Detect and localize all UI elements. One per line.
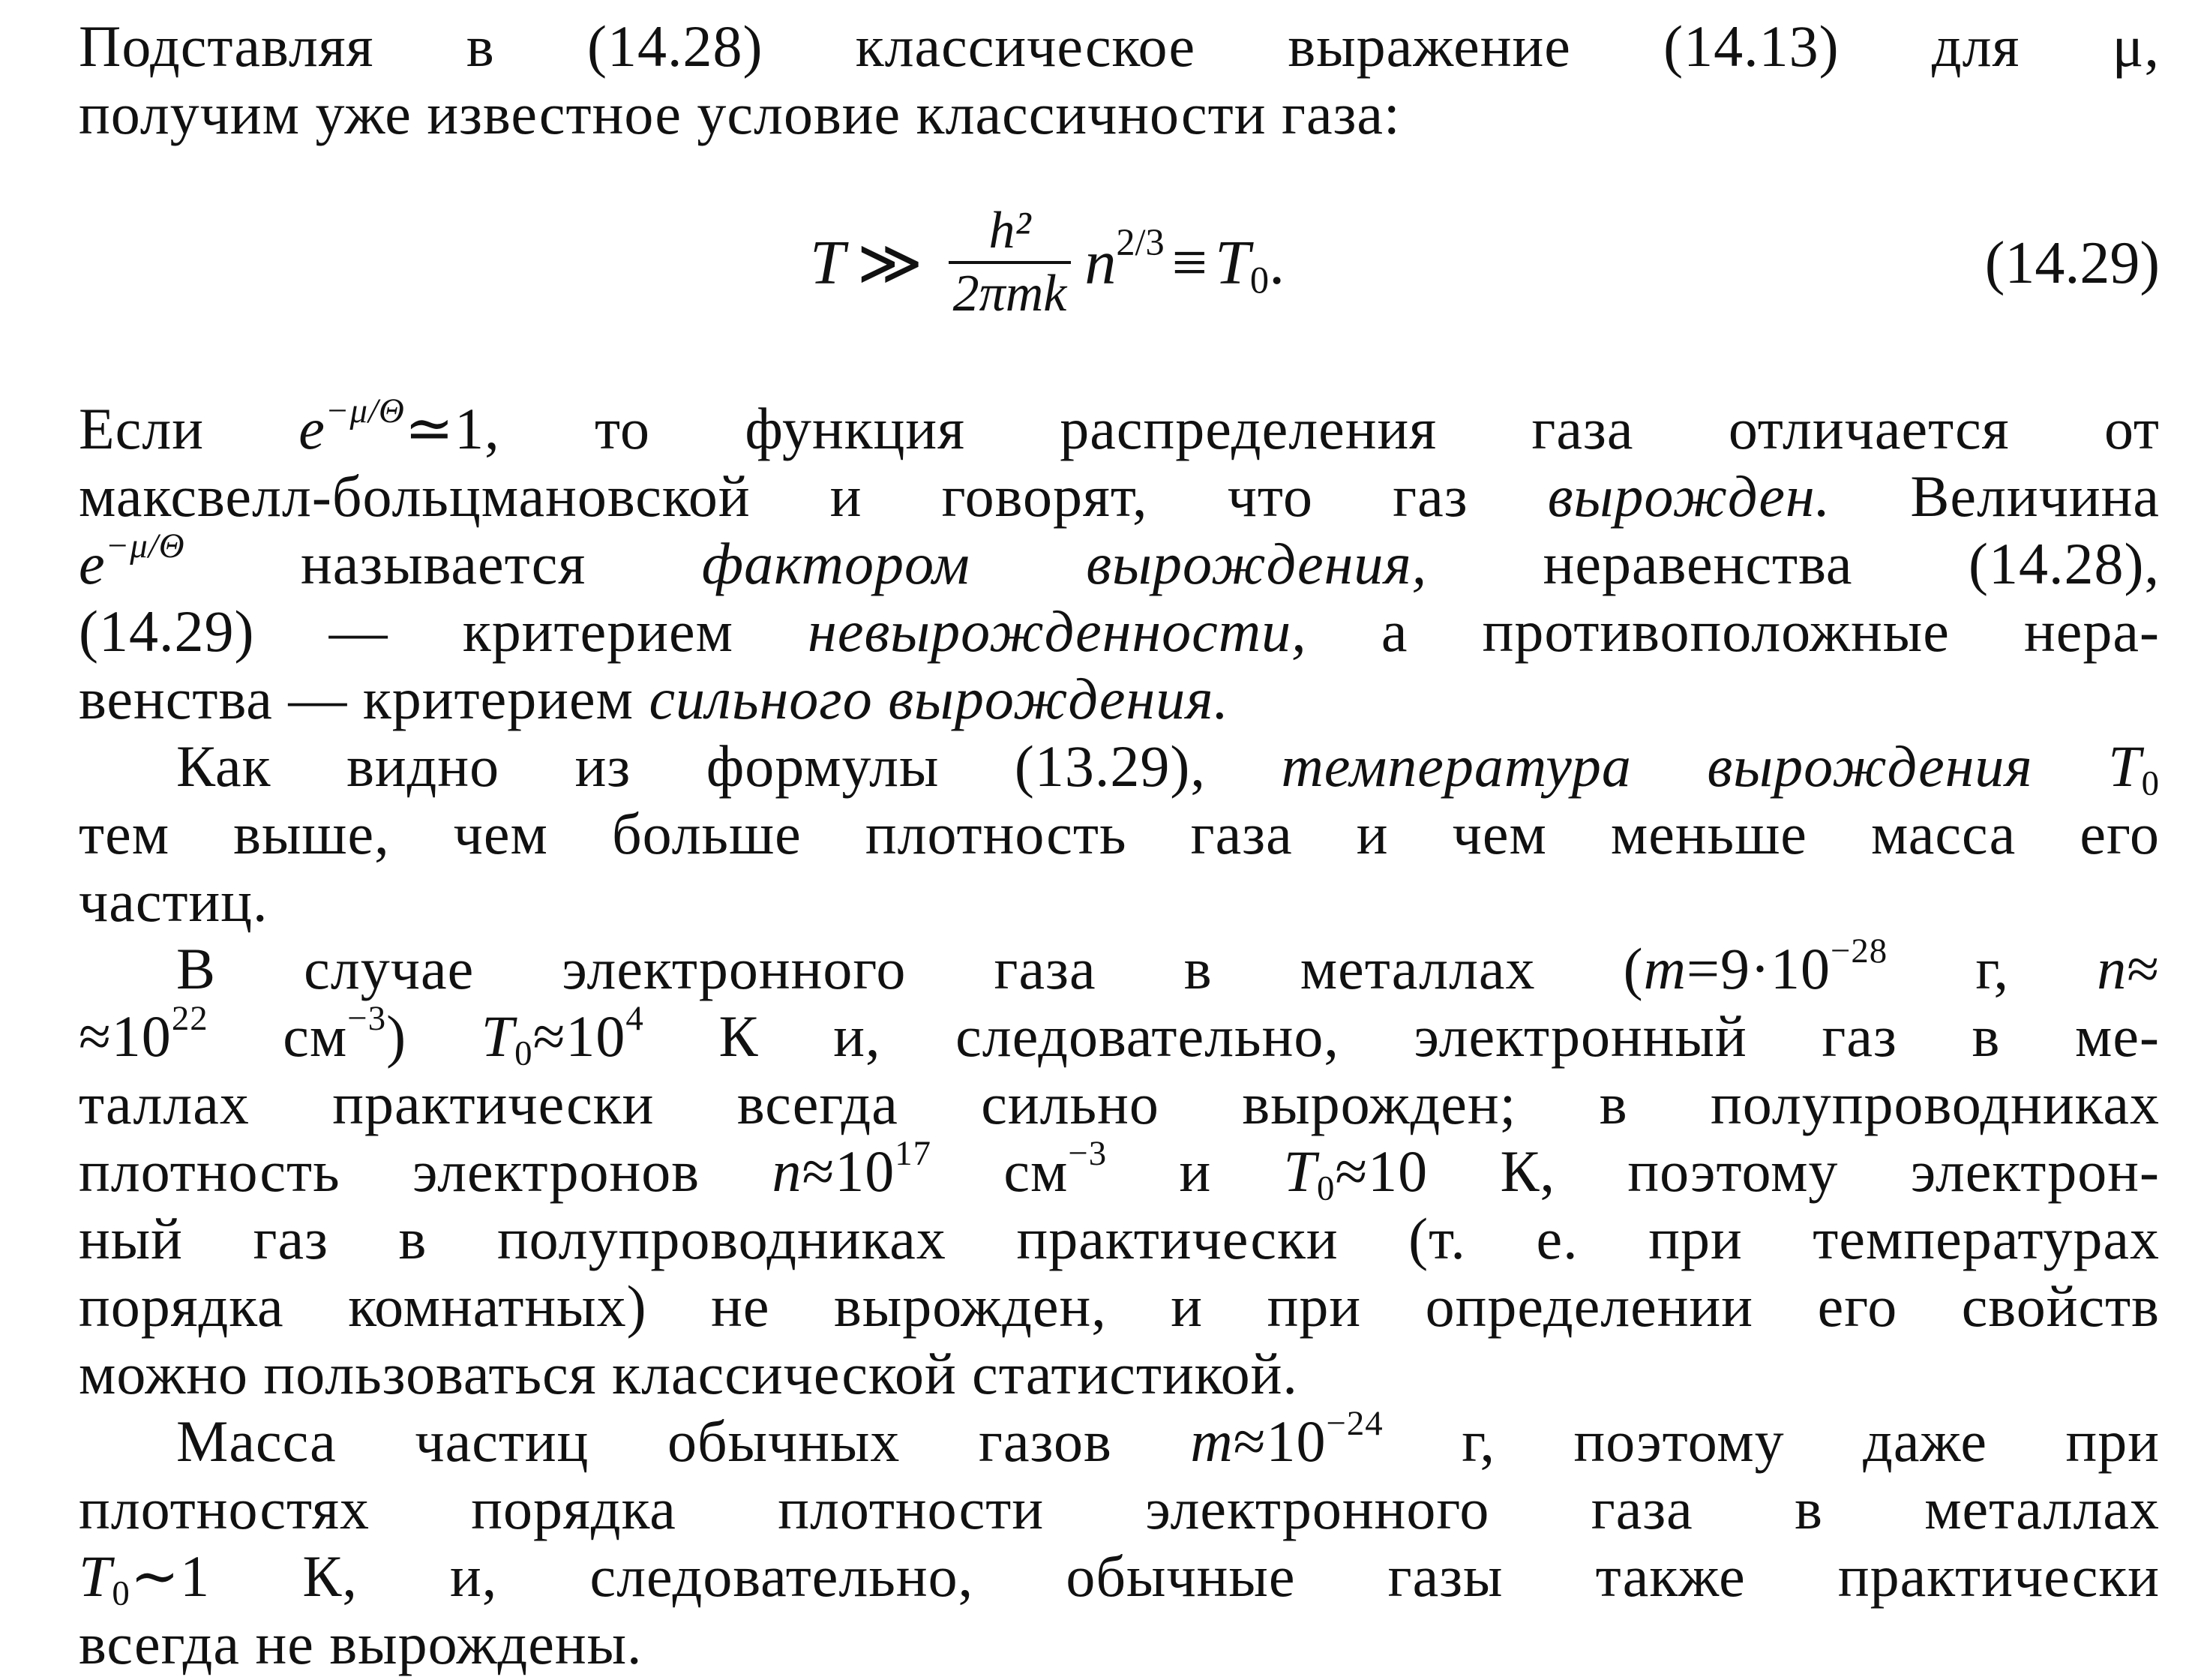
- text-span: m: [1643, 936, 1687, 1001]
- text-line: [79, 81, 2160, 147]
- text-span: [106, 526, 185, 566]
- text-span: невырожденности,: [808, 598, 1307, 664]
- text-span: Величина: [1831, 464, 2161, 529]
- text-span: см: [208, 1004, 348, 1069]
- text-span: и: [1107, 1138, 1284, 1204]
- factor-exponent: 2/3: [1116, 220, 1165, 263]
- text-line: [79, 464, 2160, 530]
- text-line: [79, 1476, 2160, 1542]
- text-span: сильного вырождения.: [649, 666, 1229, 731]
- text-line: [176, 1403, 2160, 1474]
- text-span: плотностях порядка плотности электронного газа в металлах: [79, 1476, 2160, 1541]
- rhs-base: T: [1215, 227, 1250, 298]
- text-span: г,: [1888, 936, 2098, 1001]
- equation-fraction: [949, 201, 1072, 324]
- equation-period: .: [1269, 227, 1285, 298]
- text-span: порядка комнатных) не вырожден, и при определении его свойств: [79, 1274, 2160, 1339]
- text-span: называется: [184, 531, 702, 596]
- text-span: ≈: [2127, 936, 2160, 1001]
- text-span: T: [79, 1544, 112, 1609]
- text-span: e: [79, 531, 106, 596]
- text-span: −28: [1830, 931, 1888, 970]
- text-line: [79, 1274, 2160, 1340]
- text-line: [79, 1133, 2160, 1208]
- text-span: Подставляя в (14.28) классическое выражение (14.13) для μ,: [79, 14, 2160, 79]
- equation-relation: ≫: [856, 228, 923, 298]
- text-span: m: [1190, 1408, 1234, 1474]
- text-line: [79, 1071, 2160, 1137]
- text-line: [79, 998, 2161, 1073]
- equation-factor: [1084, 220, 1165, 299]
- text-line: [79, 666, 2160, 732]
- text-span: 0: [514, 1034, 533, 1073]
- text-span: T: [1283, 1138, 1317, 1204]
- text-span: таллах практически всегда сильно вырожден; в полупроводниках: [79, 1071, 2160, 1136]
- text-span: −3: [1068, 1133, 1108, 1173]
- text-span: ≈10 К, поэтому электрон-: [1335, 1138, 2160, 1204]
- text-span: ≈10: [79, 1004, 172, 1069]
- text-span: можно пользоваться классической статистикой.: [79, 1341, 1298, 1406]
- text-span: n: [772, 1138, 802, 1204]
- text-line: [79, 526, 2161, 597]
- text-span: n: [2097, 936, 2128, 1001]
- fraction-numerator: h²: [988, 202, 1031, 260]
- text-span: ≈10: [1233, 1408, 1327, 1474]
- text-line: [79, 598, 2160, 664]
- text-span: тем выше, чем больше плотность газа и чем меньше масса его: [79, 801, 2160, 866]
- text-span: T: [481, 1004, 515, 1069]
- text-span: −μ/Θ: [105, 526, 185, 566]
- text-span: максвелл-больцмановской и говорят, что газ: [79, 464, 1548, 529]
- text-line: [176, 931, 2160, 1002]
- rhs-subscript: 0: [1249, 259, 1270, 302]
- text-line: [79, 14, 2160, 80]
- text-span: фактором вырождения,: [701, 531, 1428, 596]
- text-span: плотность электронов: [79, 1138, 772, 1204]
- text-span: г, поэтому даже при: [1383, 1408, 2160, 1474]
- text-line: [79, 1544, 2160, 1613]
- text-span: ∼1 К, и, следовательно, обычные газы также практически: [130, 1544, 2160, 1609]
- text-span: −μ/Θ: [325, 391, 405, 430]
- text-line: [79, 1206, 2160, 1272]
- text-span: всегда не вырождены.: [79, 1611, 643, 1676]
- text-span: Как видно из формулы (13.29),: [176, 734, 1282, 799]
- text-span: 0: [112, 1574, 130, 1613]
- text-span: 0: [2141, 764, 2161, 803]
- text-span: неравенства (14.28),: [1427, 531, 2161, 596]
- text-span: К и, следовательно, электронный газ в ме-: [643, 1004, 2161, 1069]
- text-line: [79, 868, 2160, 934]
- equation-number: (14.29): [1984, 230, 2160, 296]
- text-span: см: [931, 1138, 1069, 1204]
- fraction-denominator: 2πmk: [949, 261, 1072, 324]
- text-span: 4: [625, 998, 644, 1038]
- text-span: Масса частиц обычных газов: [176, 1408, 1191, 1474]
- text-span: ≈10: [532, 1004, 626, 1069]
- text-span: −3: [347, 998, 387, 1038]
- text-line: [176, 734, 2161, 803]
- text-line: [79, 1611, 2160, 1677]
- equation-block: [79, 171, 2160, 351]
- text-span: температура вырождения T: [1281, 734, 2142, 799]
- text-span: ный газ в полупроводниках практически (т. е. при температурах: [79, 1206, 2160, 1271]
- text-span: В случае электронного газа в металлах (: [176, 936, 1644, 1001]
- text-span: Если: [79, 396, 299, 461]
- text-span: частиц.: [79, 868, 268, 934]
- text-span: −24: [1326, 1403, 1384, 1443]
- text-line: [79, 1341, 2160, 1407]
- text-span: а противоположные нера-: [1306, 598, 2160, 664]
- equation-lhs: T: [810, 227, 845, 298]
- text-span: (14.29) — критерием: [79, 598, 808, 664]
- text-span: e: [298, 396, 325, 461]
- text-span: ): [386, 1004, 481, 1069]
- text-span: вырожден.: [1547, 464, 1831, 529]
- factor-base: n: [1084, 227, 1117, 298]
- equation-equiv: ≡: [1171, 227, 1208, 298]
- text-span: получим уже известное условие классичности газа:: [79, 81, 1401, 146]
- text-line: [79, 391, 2161, 462]
- equation: [810, 201, 1285, 324]
- text-span: ≃1, то функция распределения газа отличается от: [404, 396, 2161, 461]
- text-span: =9·10: [1687, 936, 1831, 1001]
- text-span: 17: [895, 1133, 932, 1173]
- text-line: [79, 801, 2160, 867]
- text-span: [325, 392, 405, 430]
- equation-rhs: [1215, 226, 1285, 302]
- text-span: 0: [1316, 1168, 1336, 1208]
- text-span: ≈10: [802, 1138, 895, 1204]
- text-span: венства — критерием: [79, 666, 649, 731]
- text-span: 22: [171, 998, 208, 1038]
